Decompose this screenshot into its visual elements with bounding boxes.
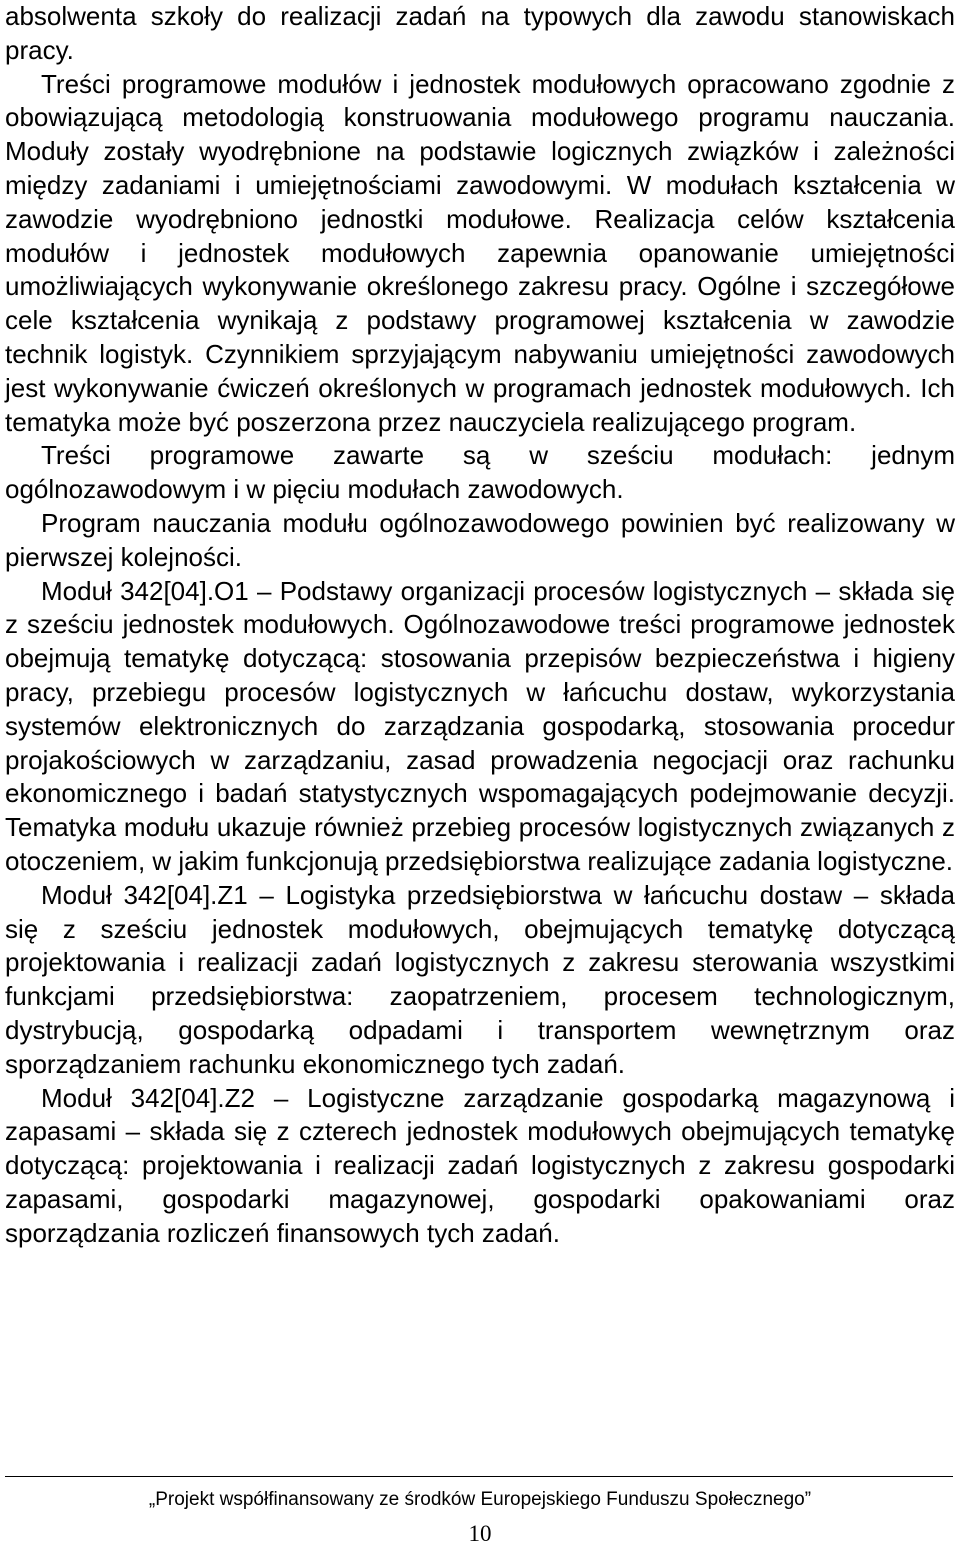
paragraph-program-order: Program nauczania modułu ogólnozawodowego powinien być realizowany w pierwszej kolejności. xyxy=(5,507,955,572)
footer-divider xyxy=(5,1476,953,1477)
page-number: 10 xyxy=(468,1521,492,1546)
paragraph-module-contents: Treści programowe modułów i jednostek modułowych opracowano zgodnie z obowiązującą metodologią konstruowania modułowego programu nauczania. Moduły zostały wyodrębnione na podstawie logicznych związków i zależności między zadaniami i umiejętnościami zawodowymi. W modułach kształcenia w zawodzie wyodrębniono jednostki modułowe. Realizacja celów kształcenia modułów i jednostek modułowych zapewnia opanowanie umiejętności umożliwiających wykonywanie określonego zakresu pracy. Ogólne i szczegółowe cele kształcenia wynikają z podstawy programowej kształcenia w zawodzie technik logistyk. Czynnikiem sprzyjającym nabywaniu umiejętności zawodowych jest wykonywanie ćwiczeń określonych w programach jednostek modułowych. Ich tematyka może być poszerzona przez nauczyciela realizującego program. xyxy=(5,68,955,437)
document-body xyxy=(5,0,955,1250)
paragraph-module-z2: Moduł 342[04].Z2 – Logistyczne zarządzanie gospodarką magazynową i zapasami – składa się z czterech jednostek modułowych obejmujących tematykę dotyczącą: projektowania i realizacji zadań logistycznych z zakresu gospodarki zapasami, gospodarki magazynowej, gospodarki opakowaniami oraz sporządzania rozliczeń finansowych tych zadań. xyxy=(5,1082,955,1248)
footer-funding-note: „Projekt współfinansowany ze środków Europejskiego Funduszu Społecznego” xyxy=(148,1489,812,1510)
paragraph-module-z1: Moduł 342[04].Z1 – Logistyka przedsiębiorstwa w łańcuchu dostaw – składa się z sześciu jednostek modułowych, obejmujących tematykę dotyczącą projektowania i realizacji zadań logistycznych z zakresu sterowania wszystkimi funkcjami przedsiębiorstwa: zaopatrzeniem, procesem technologicznym, dystrybucją, gospodarką odpadami i transportem wewnętrznym oraz sporządzaniem rachunku ekonomicznego tych zadań. xyxy=(5,879,955,1079)
paragraph-continuation: absolwenta szkoły do realizacji zadań na typowych dla zawodu stanowiskach pracy. xyxy=(5,1,955,65)
paragraph-module-o1: Moduł 342[04].O1 – Podstawy organizacji procesów logistycznych – składa się z sześciu jednostek modułowych. Ogólnozawodowe treści programowe jednostek obejmują tematykę dotyczącą: stosowania przepisów bezpieczeństwa i higieny pracy, przebiegu procesów logistycznych w łańcuchu dostaw, wykorzystania systemów elektronicznych do zarządzania gospodarką, stosowania procedur projakościowych w zarządzaniu, zasad prowadzenia negocjacji oraz rachunku ekonomicznego i badań statystycznych wspomagających podejmowanie decyzji. Tematyka modułu ukazuje również przebieg procesów logistycznych związanych z otoczeniem, w jakim funkcjonują przedsiębiorstwa realizujące zadania logistyczne. xyxy=(5,575,955,876)
paragraph-six-modules: Treści programowe zawarte są w sześciu modułach: jednym ogólnozawodowym i w pięciu modułach zawodowych. xyxy=(5,440,955,505)
